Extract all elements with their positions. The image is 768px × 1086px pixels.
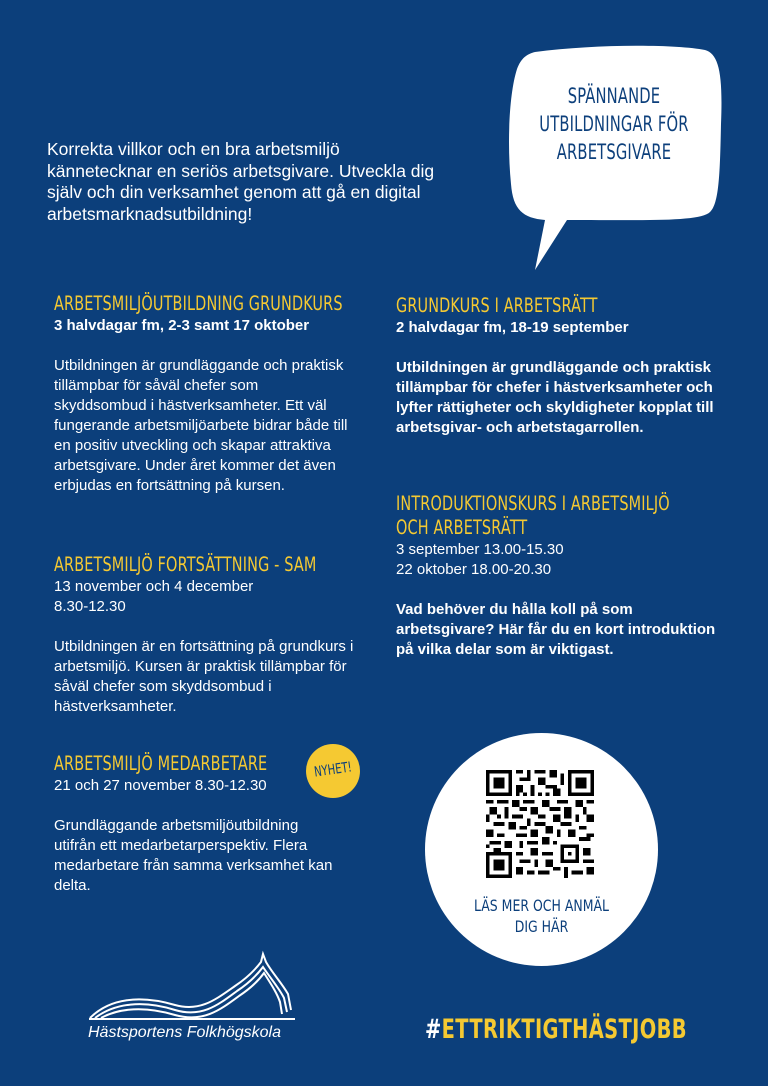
course-dates: 13 november och 4 december: [54, 578, 254, 595]
logo-text: Hästsportens Folkhögskola: [88, 1024, 281, 1041]
campaign-hashtag: [425, 1014, 687, 1045]
bubble-line: UTBILDNINGAR FÖR: [539, 112, 689, 136]
course-dates: 2 halvdagar fm, 18-19 september: [396, 319, 629, 336]
course-description: Utbildningen är grundläggande och praktisk tillämpbar för såväl chefer som skyddsombud i hästverksamheter. Ett väl fungerande arbetsmiljöarbete bidrar både till en positiv utveckling och skapar attraktiva arbetsgivare. Under året kommer det även erbjudas en fortsättning på kursen.: [54, 357, 348, 494]
course-introduktionskurs: [396, 492, 716, 660]
signup-link[interactable]: [451, 895, 633, 937]
course-description: Utbildningen är grundläggande och praktisk tillämpbar för chefer i hästverksamheter och lyfter rättigheter och skyldigheter kopplat till arbetsgivar- och arbetstagarrollen.: [396, 359, 714, 436]
course-date-2: 22 oktober 18.00-20.30: [396, 561, 552, 578]
signup-label-line: LÄS MER OCH ANMÄL: [474, 896, 609, 915]
hashtag-text: ETTRIKTIGTHÄSTJOBB: [441, 1014, 687, 1045]
course-title-line2: OCH ARBETSRÄTT: [396, 516, 528, 539]
course-date-1: 3 september 13.00-15.30: [396, 541, 564, 558]
course-title: GRUNDKURS I ARBETSRÄTT: [396, 294, 598, 317]
course-arbetsmiljo-medarbetare: [54, 752, 344, 896]
course-times: 8.30-12.30: [54, 598, 126, 615]
hashtag-symbol: #: [425, 1014, 442, 1045]
signup-label-line: DIG HÄR: [514, 917, 569, 936]
bubble-headline: [529, 82, 699, 166]
course-grundkurs-arbetsratt: [396, 294, 716, 438]
course-title: ARBETSMILJÖ FORTSÄTTNING - SAM: [54, 553, 317, 576]
course-description: Grundläggande arbetsmiljöutbildning utifrån ett medarbetarperspektiv. Flera medarbetare från samma verksamhet kan delta.: [54, 817, 333, 894]
bubble-line: SPÄNNANDE: [567, 84, 661, 108]
course-dates: 3 halvdagar fm, 2-3 samt 17 oktober: [54, 317, 310, 334]
course-title: INTRODUKTIONSKURS I ARBETSMILJÖ: [396, 492, 670, 515]
course-title: ARBETSMILJÖUTBILDNING GRUNDKURS: [54, 292, 343, 315]
course-title: ARBETSMILJÖ MEDARBETARE: [54, 752, 268, 775]
course-arbetsmiljo-grundkurs: [54, 292, 354, 496]
course-description: Vad behöver du hålla koll på som arbetsgivare? Här får du en kort introduktion på vilka delar som är viktigast.: [396, 601, 716, 658]
course-description: Utbildningen är en fortsättning på grundkurs i arbetsmiljö. Kursen är praktisk tillämpbar för såväl chefer som skyddsombud i hästverksamheter.: [54, 638, 354, 715]
bubble-line: ARBETSGIVARE: [556, 140, 672, 164]
qr-code-icon[interactable]: [486, 770, 594, 878]
new-badge-label: NYHET!: [313, 759, 353, 781]
course-dates: 21 och 27 november 8.30-12.30: [54, 777, 267, 794]
intro-text: Korrekta villkor och en bra arbetsmiljö kännetecknar en seriös arbetsgivare. Utveckla dig själv och din verksamhet genom att gå en digital arbetsmarknadsutbildning!: [47, 139, 435, 224]
course-arbetsmiljo-fortsattning: [54, 553, 354, 717]
